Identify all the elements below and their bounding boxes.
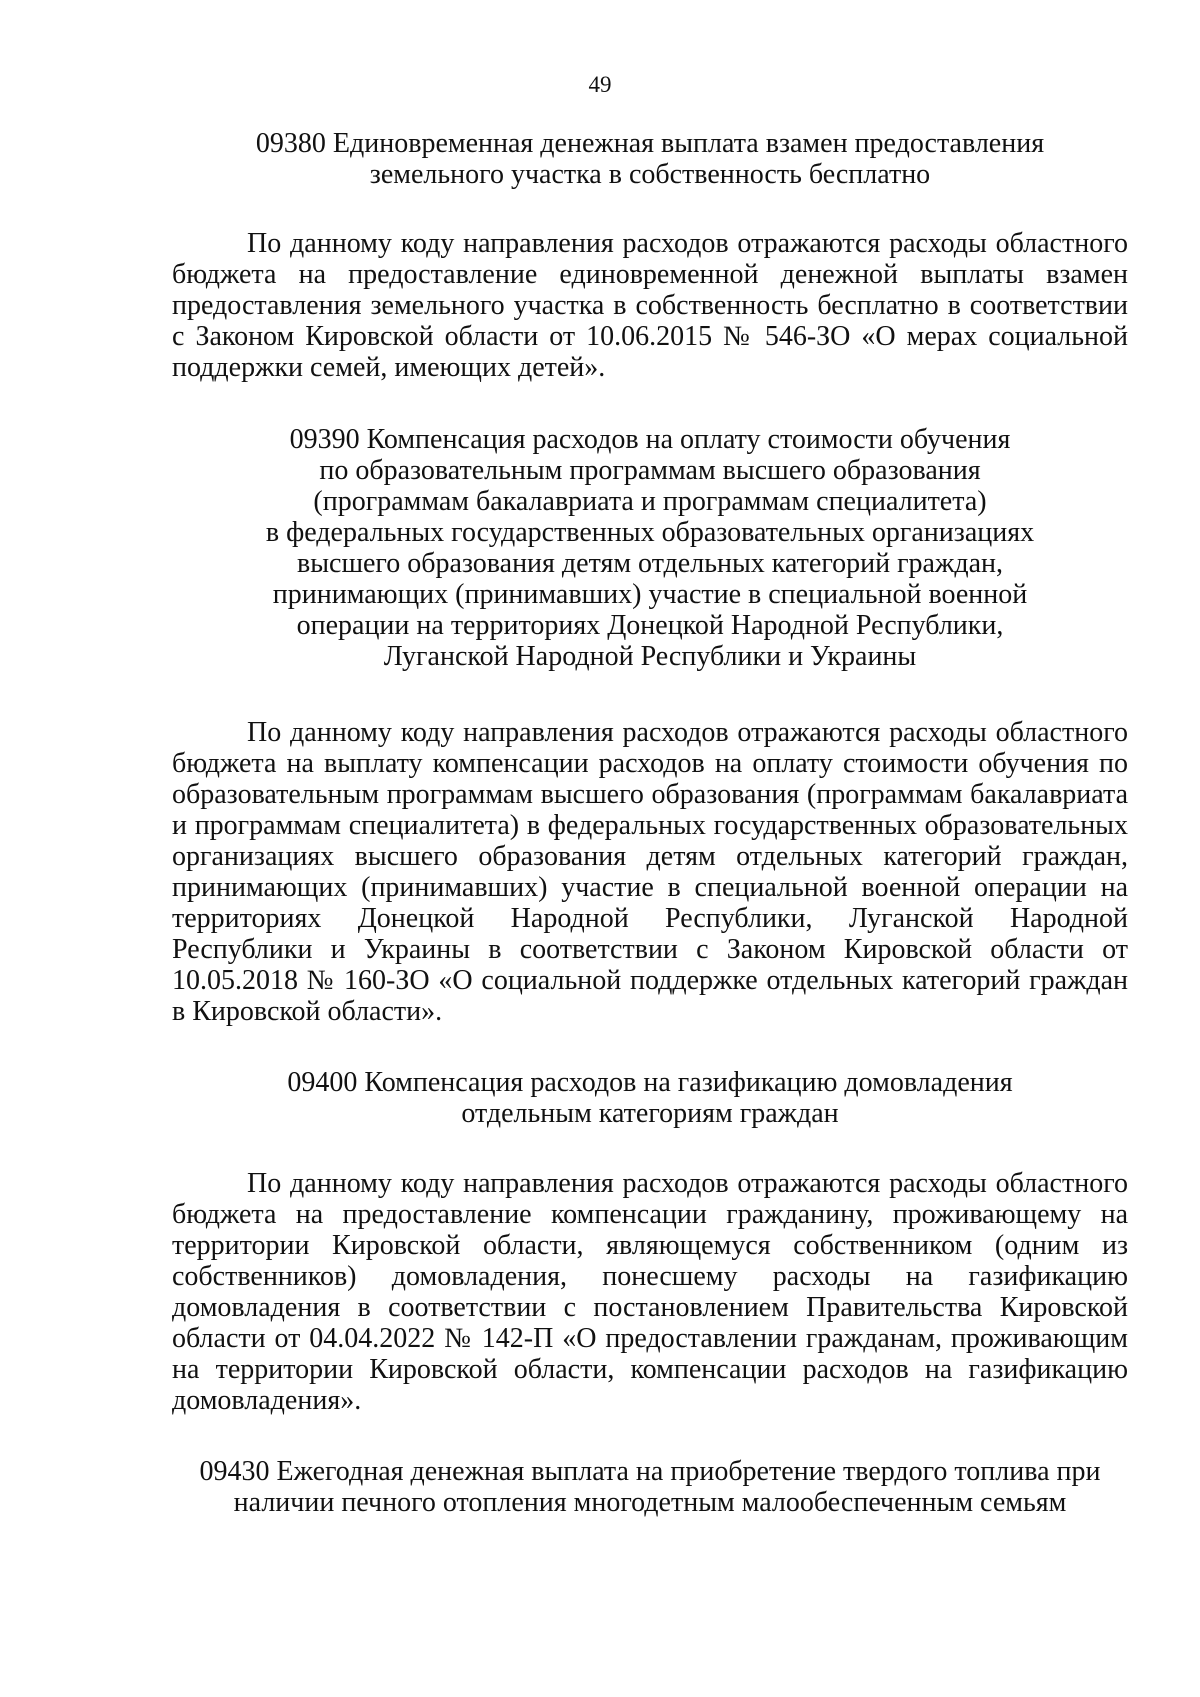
section-heading-09380	[172, 128, 1128, 190]
heading-line: принимающих (принимавших) участие в специальной военной	[272, 579, 1028, 610]
heading-line: Луганской Народной Республики и Украины	[383, 641, 917, 672]
heading-line: земельного участка в собственность бесплатно	[369, 159, 931, 190]
section-heading-09390	[172, 424, 1128, 672]
section-paragraph-09400: По данному коду направления расходов отражаются расходы областного бюджета на предоставление компенсации гражданину, проживающему на территории Кировской области, являющемуся собственником (одним из собственников) домовладения, понесшему расходы на газификацию домовладения в соответствии с постановлением Правительства Кировской области от 04.04.2022 № 142-П «О предоставлении гражданам, проживающим на территории Кировской области, компенсации расходов на газификацию домовладения».	[172, 1168, 1128, 1416]
heading-line: (программам бакалавриата и программам специалитета)	[313, 486, 987, 517]
heading-line: отдельным категориям граждан	[461, 1098, 839, 1129]
heading-line: 09430 Ежегодная денежная выплата на приобретение твердого топлива при	[199, 1456, 1101, 1487]
heading-line: наличии печного отопления многодетным малообеспеченным семьям	[233, 1487, 1067, 1518]
page-number: 49	[588, 72, 612, 97]
section-heading-09400	[172, 1067, 1128, 1129]
heading-line: высшего образования детям отдельных категорий граждан,	[296, 548, 1003, 579]
heading-line: по образовательным программам высшего образования	[319, 455, 981, 486]
heading-line: 09400 Компенсация расходов на газификацию домовладения	[287, 1067, 1013, 1098]
heading-line: 09380 Единовременная денежная выплата взамен предоставления	[255, 128, 1045, 159]
section-paragraph-09380: По данному коду направления расходов отражаются расходы областного бюджета на предоставление единовременной денежной выплаты взамен предоставления земельного участка в собственность бесплатно в соответствии с Законом Кировской области от 10.06.2015 № 546-ЗО «О мерах социальной поддержки семей, имеющих детей».	[172, 228, 1128, 383]
heading-line: операции на территориях Донецкой Народной Республики,	[296, 610, 1004, 641]
heading-line: в федеральных государственных образовательных организациях	[265, 517, 1035, 548]
section-heading-09430	[150, 1456, 1150, 1518]
heading-line: 09390 Компенсация расходов на оплату стоимости обучения	[289, 424, 1011, 455]
section-paragraph-09390: По данному коду направления расходов отражаются расходы областного бюджета на выплату компенсации расходов на оплату стоимости обучения по образовательным программам высшего образования (программам бакалавриата и программам специалитета) в федеральных государственных образовательных организациях высшего образования детям отдельных категорий граждан, принимающих (принимавших) участие в специальной военной операции на территориях Донецкой Народной Республики, Луганской Народной Республики и Украины в соответствии с Законом Кировской области от 10.05.2018 № 160-ЗО «О социальной поддержке отдельных категорий граждан в Кировской области».	[172, 717, 1128, 1027]
